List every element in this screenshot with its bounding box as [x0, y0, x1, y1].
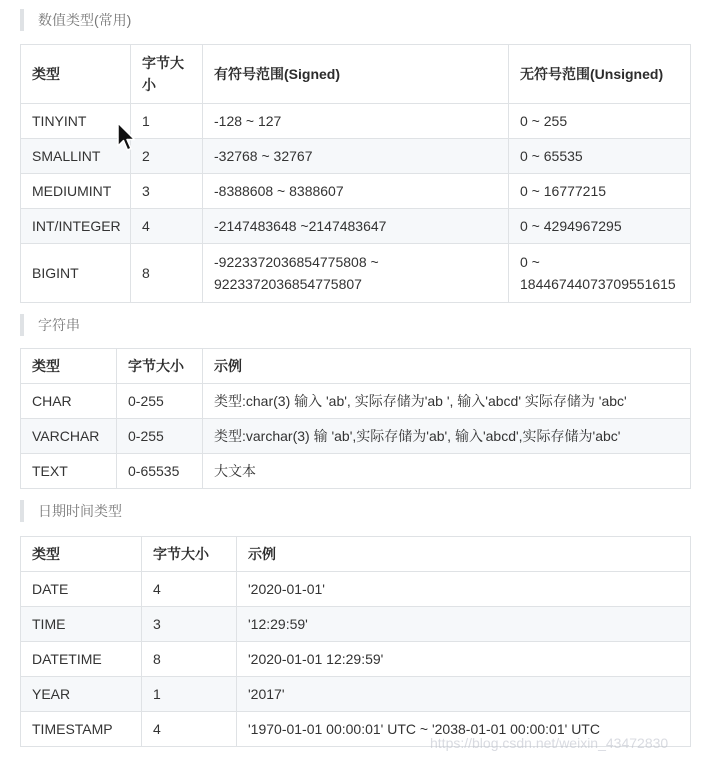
table-cell: -32768 ~ 32767: [203, 139, 509, 174]
table-cell: '12:29:59': [237, 607, 691, 642]
table-cell: YEAR: [21, 677, 142, 712]
table-cell: DATETIME: [21, 642, 142, 677]
table-cell: 0-255: [117, 384, 203, 419]
table-cell: 类型:char(3) 输入 'ab', 实际存储为'ab ', 输入'abcd' 实际存储为 'abc': [203, 384, 691, 419]
table-cell: VARCHAR: [21, 419, 117, 454]
table-cell: 0-65535: [117, 454, 203, 489]
string-types-table: [20, 348, 691, 489]
table-cell: TINYINT: [21, 104, 131, 139]
table-cell: DATE: [21, 572, 142, 607]
table-cell: TIMESTAMP: [21, 712, 142, 747]
table-cell: 8: [131, 244, 203, 303]
table-header-row: [21, 349, 691, 384]
section-heading-numeric: 数值类型(常用): [20, 9, 131, 31]
section-heading-datetime: 日期时间类型: [20, 500, 122, 522]
column-header: 字节大小: [131, 45, 203, 104]
table-row: [21, 642, 691, 677]
table-cell: 4: [131, 209, 203, 244]
table-cell: -9223372036854775808 ~ 9223372036854775807: [203, 244, 509, 303]
table-cell: 4: [142, 572, 237, 607]
table-cell: 0 ~ 4294967295: [509, 209, 691, 244]
watermark-text: https://blog.csdn.net/weixin_43472830: [430, 735, 669, 751]
table-row: [21, 384, 691, 419]
column-header: 类型: [21, 537, 142, 572]
numeric-types-table: [20, 44, 691, 303]
table-cell: CHAR: [21, 384, 117, 419]
table-row: [21, 454, 691, 489]
table-cell: -2147483648 ~2147483647: [203, 209, 509, 244]
datetime-types-table: [20, 536, 691, 747]
column-header: 示例: [203, 349, 691, 384]
table-cell: 0 ~ 16777215: [509, 174, 691, 209]
table-cell: -8388608 ~ 8388607: [203, 174, 509, 209]
table-cell: 0 ~ 255: [509, 104, 691, 139]
table-cell: 8: [142, 642, 237, 677]
table-cell: 4: [142, 712, 237, 747]
table-cell: 3: [131, 174, 203, 209]
table-cell: BIGINT: [21, 244, 131, 303]
table-row: [21, 174, 691, 209]
table-cell: 类型:varchar(3) 输 'ab',实际存储为'ab', 输入'abcd',实际存储为'abc': [203, 419, 691, 454]
table-cell: INT/INTEGER: [21, 209, 131, 244]
table-cell: '2020-01-01 12:29:59': [237, 642, 691, 677]
table-row: [21, 209, 691, 244]
table-cell: TEXT: [21, 454, 117, 489]
table-cell: '2020-01-01': [237, 572, 691, 607]
column-header: 有符号范围(Signed): [203, 45, 509, 104]
table-cell: TIME: [21, 607, 142, 642]
table-cell: 3: [142, 607, 237, 642]
table-row: [21, 419, 691, 454]
table-row: [21, 244, 691, 303]
column-header: 类型: [21, 349, 117, 384]
table-cell: 0 ~ 18446744073709551615: [509, 244, 691, 303]
table-cell: 0-255: [117, 419, 203, 454]
mouse-pointer-icon: [116, 122, 136, 154]
table-cell: 2: [131, 139, 203, 174]
table-cell: 0 ~ 65535: [509, 139, 691, 174]
table-row: [21, 607, 691, 642]
section-heading-string: 字符串: [20, 314, 80, 336]
column-header: 类型: [21, 45, 131, 104]
table-cell: SMALLINT: [21, 139, 131, 174]
table-cell: 大文本: [203, 454, 691, 489]
table-cell: 1: [131, 104, 203, 139]
table-cell: '1970-01-01 00:00:01' UTC ~ '2038-01-01 00:00:01' UTC: [237, 712, 691, 747]
table-cell: 1: [142, 677, 237, 712]
column-header: 字节大小: [117, 349, 203, 384]
column-header: 字节大小: [142, 537, 237, 572]
table-header-row: [21, 45, 691, 104]
table-cell: MEDIUMINT: [21, 174, 131, 209]
table-row: [21, 677, 691, 712]
table-cell: '2017': [237, 677, 691, 712]
table-cell: -128 ~ 127: [203, 104, 509, 139]
column-header: 示例: [237, 537, 691, 572]
table-row: [21, 572, 691, 607]
column-header: 无符号范围(Unsigned): [509, 45, 691, 104]
table-header-row: [21, 537, 691, 572]
